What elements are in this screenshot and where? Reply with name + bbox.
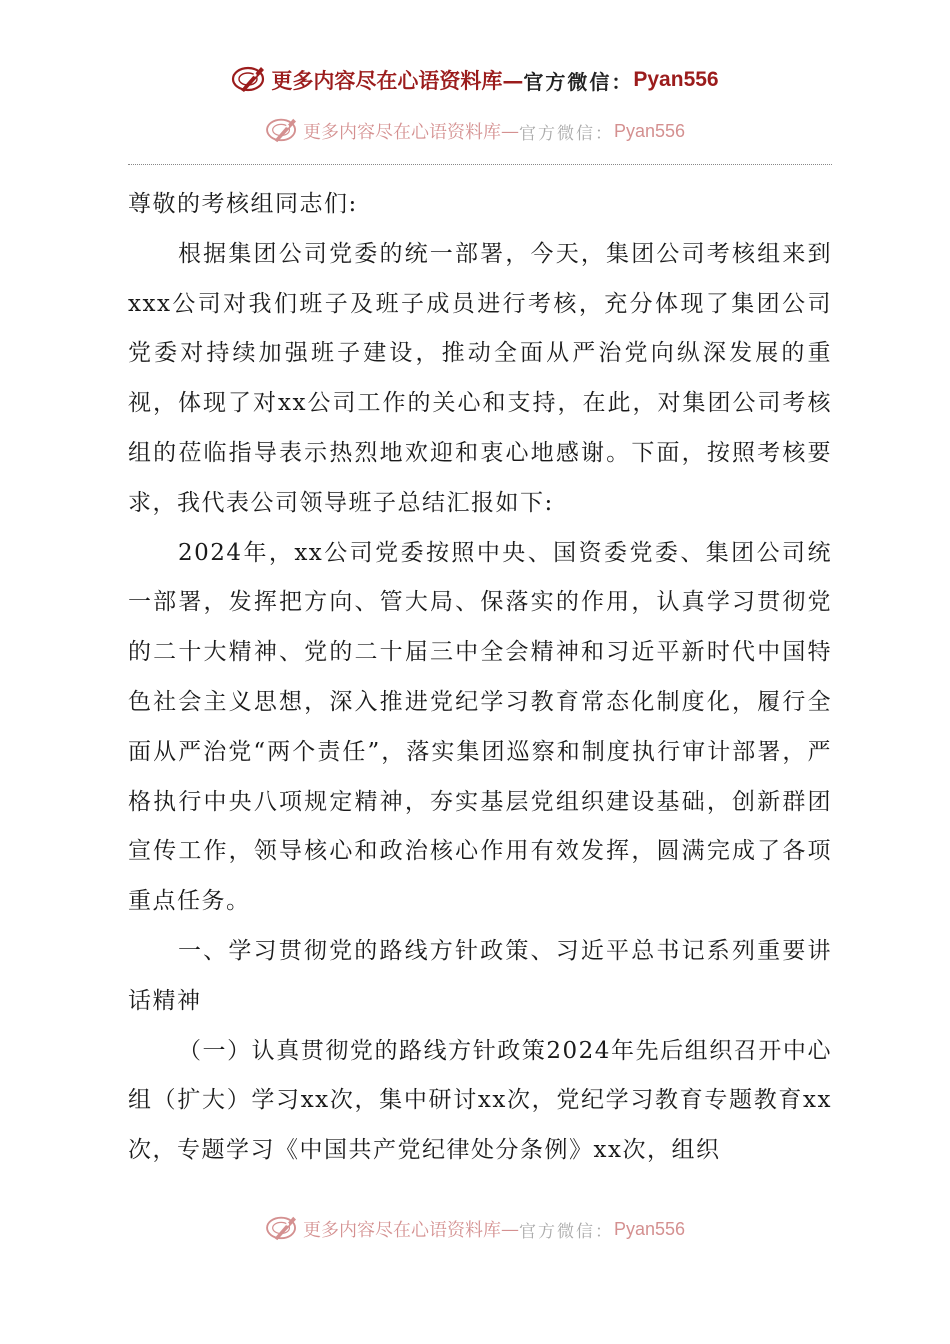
paragraph: 2024年，xx公司党委按照中央、国资委党委、集团公司统一部署，发挥把方向、管大局、保落实的作用，认真学习贯彻党的二十大精神、党的二十届三中全会精神和习近平新时代中国特色社会主义思想，深入推进党纪学习教育常态化制度化，履行全面从严治党“两个责任”，落实集团巡察和制度执行审计部署，严格执行中央八项规定精神，夯实基层党组织建设基础，创新群团宣传工作，领导核心和政治核心作用有效发挥，圆满完成了各项重点任务。 bbox=[128, 539, 832, 915]
paragraph: 根据集团公司党委的统一部署，今天，集团公司考核组来到xxx公司对我们班子及班子成员进行考核，充分体现了集团公司党委对持续加强班子建设，推动全面从严治党向纵深发展的重视，体现了对xx公司工作的关心和支持，在此，对集团公司考核组的莅临指导表示热烈地欢迎和衷心地感谢。下面，按照考核要求，我代表公司领导班子总结汇报如下: bbox=[128, 240, 832, 516]
watermark-text: 更多内容尽在心语资料库 bbox=[302, 122, 501, 143]
wechat-id: Pyan556 bbox=[613, 1218, 686, 1239]
header-watermark-faded bbox=[0, 114, 950, 148]
watermark-text: 更多内容尽在心语资料库 bbox=[271, 68, 503, 93]
watermark-text: 更多内容尽在心语资料库 bbox=[302, 1220, 501, 1241]
header-divider bbox=[128, 164, 832, 165]
watermark-dash: — bbox=[502, 67, 524, 93]
wechat-id: Pyan556 bbox=[613, 120, 686, 141]
wechat-id: Pyan556 bbox=[633, 68, 719, 91]
pen-nib-logo-icon bbox=[231, 63, 267, 97]
header-watermark-banner bbox=[0, 60, 950, 100]
pen-nib-logo-icon bbox=[265, 1213, 299, 1245]
watermark-dash: — bbox=[500, 120, 519, 142]
wechat-label: 官方微信： bbox=[523, 69, 634, 94]
greeting: 尊敬的考核组同志们: bbox=[128, 191, 358, 217]
pen-nib-logo-icon bbox=[265, 115, 299, 147]
wechat-label: 官方微信： bbox=[518, 1221, 614, 1242]
document-body bbox=[128, 180, 832, 1176]
section-heading: 一、学习贯彻党的路线方针政策、习近平总书记系列重要讲话精神 bbox=[128, 937, 832, 1014]
wechat-label: 官方微信： bbox=[518, 123, 614, 144]
footer-watermark-faded bbox=[0, 1212, 950, 1246]
paragraph: （一）认真贯彻党的路线方针政策2024年先后组织召开中心组（扩大）学习xx次，集中研讨xx次，党纪学习教育专题教育xx次，专题学习《中国共产党纪律处分条例》xx次，组织 bbox=[128, 1037, 832, 1164]
watermark-dash: — bbox=[500, 1218, 519, 1240]
